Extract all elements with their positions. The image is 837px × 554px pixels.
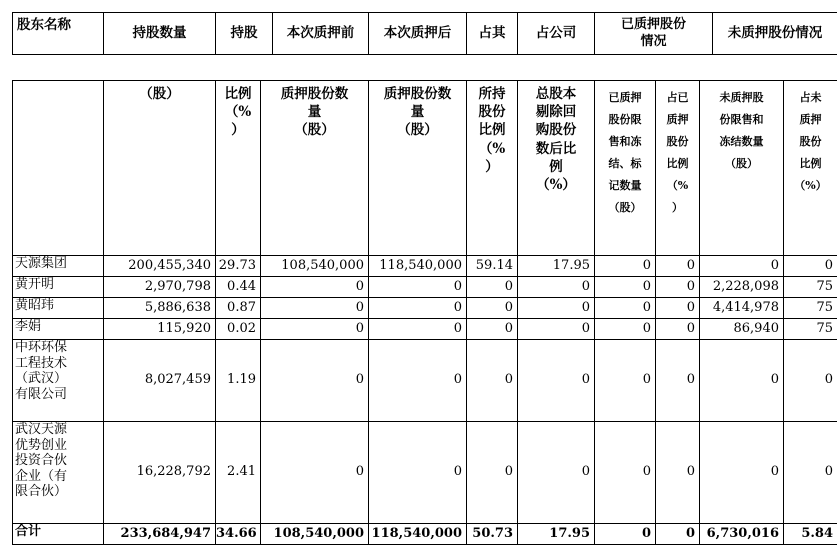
table-row xyxy=(13,340,837,422)
sub-after-unit: 质押股份数 量 （股） xyxy=(369,81,467,256)
unpledged-pct: 0 xyxy=(784,340,837,422)
col-company-pct: 占公司 xyxy=(518,13,595,55)
total-company-pct: 17.95 xyxy=(518,524,595,545)
pledged-before: 0 xyxy=(261,298,369,319)
table-row xyxy=(13,422,837,524)
header-table xyxy=(12,12,837,55)
own-pct: 0 xyxy=(467,277,518,298)
shareholder-name: 黄开明 xyxy=(13,277,104,298)
pledged-after: 0 xyxy=(369,340,467,422)
total-pledged-restricted: 0 xyxy=(595,524,656,545)
col-share-count: 持股数量 xyxy=(104,13,216,55)
shareholder-name: 武汉天源 优势创业 投资合伙 企业（有 限合伙） xyxy=(13,422,104,524)
col-own-pct: 占其 xyxy=(467,13,518,55)
pledged-restricted: 0 xyxy=(595,422,656,524)
table-row xyxy=(13,298,837,319)
pledged-before: 0 xyxy=(261,422,369,524)
pledged-restricted: 0 xyxy=(595,340,656,422)
sub-before-unit: 质押股份数 量 （股） xyxy=(261,81,369,256)
sub-pledged-pct: 占已 质押 股份 比例 （% ） xyxy=(656,81,700,256)
table-row xyxy=(13,319,837,340)
company-pct: 0 xyxy=(518,298,595,319)
unpledged-restricted: 86,940 xyxy=(700,319,784,340)
share-ratio: 2.41 xyxy=(216,422,261,524)
own-pct: 0 xyxy=(467,340,518,422)
col-shareholder-name: 股东名称 xyxy=(13,13,104,55)
unpledged-pct: 0 xyxy=(784,256,837,277)
total-share-ratio: 34.66 xyxy=(216,524,261,545)
pledged-after: 118,540,000 xyxy=(369,256,467,277)
table-row xyxy=(13,256,837,277)
sub-own-pct-unit: 所持 股份 比例 （% ） xyxy=(467,81,518,256)
own-pct: 0 xyxy=(467,319,518,340)
unpledged-restricted: 0 xyxy=(700,422,784,524)
shareholder-name: 中环环保 工程技术 （武汉） 有限公司 xyxy=(13,340,104,422)
pledged-pct: 0 xyxy=(656,422,700,524)
own-pct: 59.14 xyxy=(467,256,518,277)
pledged-pct: 0 xyxy=(656,277,700,298)
pledged-before: 0 xyxy=(261,319,369,340)
pledged-before: 0 xyxy=(261,340,369,422)
col-before-pledge: 本次质押前 xyxy=(273,13,369,55)
unpledged-pct: 75 xyxy=(784,277,837,298)
company-pct: 0 xyxy=(518,340,595,422)
total-row xyxy=(13,524,837,545)
sub-unpledged-restricted: 未质押股 份限售和 冻结数量 （股） xyxy=(700,81,784,256)
pledged-pct: 0 xyxy=(656,256,700,277)
total-pledged-pct: 0 xyxy=(656,524,700,545)
pledged-after: 0 xyxy=(369,319,467,340)
pledged-before: 108,540,000 xyxy=(261,256,369,277)
company-pct: 0 xyxy=(518,319,595,340)
company-pct: 17.95 xyxy=(518,256,595,277)
pledged-restricted: 0 xyxy=(595,319,656,340)
total-unpledged-pct: 5.84 xyxy=(784,524,837,545)
share-ratio: 0.44 xyxy=(216,277,261,298)
company-pct: 0 xyxy=(518,277,595,298)
share-ratio: 1.19 xyxy=(216,340,261,422)
total-own-pct: 50.73 xyxy=(467,524,518,545)
own-pct: 0 xyxy=(467,422,518,524)
pledged-after: 0 xyxy=(369,277,467,298)
sub-pledged-restricted: 已质押 股份限 售和冻 结、标 记数量 （股） xyxy=(595,81,656,256)
share-ratio: 29.73 xyxy=(216,256,261,277)
sub-shares-unit: （股） xyxy=(104,81,216,256)
unpledged-pct: 75 xyxy=(784,319,837,340)
sub-unpledged-pct: 占未 质押 股份 比例 （%） xyxy=(784,81,837,256)
pledged-pct: 0 xyxy=(656,319,700,340)
unpledged-pct: 75 xyxy=(784,298,837,319)
shareholder-name: 天源集团 xyxy=(13,256,104,277)
pledged-after: 0 xyxy=(369,422,467,524)
share-count: 16,228,792 xyxy=(104,422,216,524)
unpledged-restricted: 0 xyxy=(700,256,784,277)
shareholder-name: 李娟 xyxy=(13,319,104,340)
col-unpledged-status: 未质押股份情况 xyxy=(713,13,837,55)
total-pledged-before: 108,540,000 xyxy=(261,524,369,545)
pledged-pct: 0 xyxy=(656,340,700,422)
company-pct: 0 xyxy=(518,422,595,524)
table-row xyxy=(13,277,837,298)
subheader-row xyxy=(13,81,837,256)
share-count: 2,970,798 xyxy=(104,277,216,298)
unpledged-restricted: 4,414,978 xyxy=(700,298,784,319)
sub-ratio-unit: 比例 （% ） xyxy=(216,81,261,256)
unpledged-restricted: 0 xyxy=(700,340,784,422)
share-count: 115,920 xyxy=(104,319,216,340)
pledged-before: 0 xyxy=(261,277,369,298)
total-share-count: 233,684,947 xyxy=(104,524,216,545)
pledge-table xyxy=(12,80,837,545)
pledged-restricted: 0 xyxy=(595,298,656,319)
share-count: 8,027,459 xyxy=(104,340,216,422)
share-ratio: 0.02 xyxy=(216,319,261,340)
sub-name-blank xyxy=(13,81,104,256)
sub-company-pct-unit: 总股本 剔除回 购股份 数后比 例 （%） xyxy=(518,81,595,256)
shareholder-name: 黄昭玮 xyxy=(13,298,104,319)
share-count: 200,455,340 xyxy=(104,256,216,277)
col-after-pledge: 本次质押后 xyxy=(369,13,467,55)
total-pledged-after: 118,540,000 xyxy=(369,524,467,545)
pledged-restricted: 0 xyxy=(595,256,656,277)
share-ratio: 0.87 xyxy=(216,298,261,319)
col-pledged-status: 已质押股份 情况 xyxy=(595,13,713,55)
share-count: 5,886,638 xyxy=(104,298,216,319)
pledged-after: 0 xyxy=(369,298,467,319)
total-unpledged-restricted: 6,730,016 xyxy=(700,524,784,545)
total-label: 合计 xyxy=(13,524,104,545)
pledged-restricted: 0 xyxy=(595,277,656,298)
unpledged-restricted: 2,228,098 xyxy=(700,277,784,298)
own-pct: 0 xyxy=(467,298,518,319)
col-share-ratio: 持股 xyxy=(216,13,273,55)
pledged-pct: 0 xyxy=(656,298,700,319)
unpledged-pct: 0 xyxy=(784,422,837,524)
